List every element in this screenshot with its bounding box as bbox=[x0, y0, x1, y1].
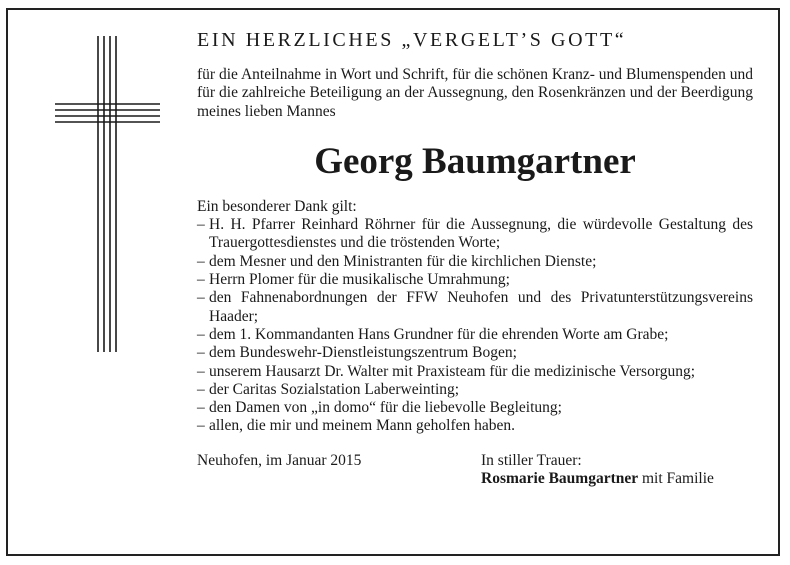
list-item: – den Fahnenabordnungen der FFW Neuhofen und des Privatunterstützungsvereins Haader; bbox=[197, 289, 753, 325]
intro-text: für die Anteilnahme in Wort und Schrift, für die schönen Kranz- und Blumenspenden und für die zahlreiche Beteiligung an der Aussegnung, den Rosenkränzen und der Beerdigung meines lieben Mannes bbox=[197, 66, 753, 120]
thanks-heading: Ein besonderer Dank gilt: bbox=[197, 197, 357, 215]
mourners-block bbox=[481, 452, 753, 489]
deceased-name: Georg Baumgartner bbox=[314, 140, 636, 182]
mourner-suffix: mit Familie bbox=[638, 470, 714, 488]
list-item: – dem Mesner und den Ministranten für die kirchlichen Dienste; bbox=[197, 252, 597, 270]
thanks-list bbox=[197, 216, 753, 436]
notice-footer bbox=[197, 452, 753, 489]
list-item: – allen, die mir und meinem Mann geholfen haben. bbox=[197, 417, 516, 435]
list-item: – Herrn Plomer für die musikalische Umrahmung; bbox=[197, 271, 510, 289]
list-item: – der Caritas Sozialstation Laberweinting; bbox=[197, 380, 460, 398]
notice-content bbox=[197, 28, 753, 488]
notice-heading: EIN HERZLICHES „VERGELT’S GOTT“ bbox=[197, 29, 627, 51]
list-item: – unserem Hausarzt Dr. Walter mit Praxisteam für die medizinische Versorgung; bbox=[197, 362, 696, 380]
cross-icon bbox=[0, 0, 190, 360]
place-date: Neuhofen, im Januar 2015 bbox=[197, 451, 362, 469]
list-item: – dem Bundeswehr-Dienstleistungszentrum Bogen; bbox=[197, 344, 517, 362]
list-item: – dem 1. Kommandanten Hans Grundner für die ehrenden Worte am Grabe; bbox=[197, 325, 669, 343]
list-item: – H. H. Pfarrer Reinhard Röhrner für die Aussegnung, die würdevolle Gestaltung des Trauergottesdienstes und die tröstenden Worte; bbox=[197, 216, 753, 252]
mourner-line bbox=[481, 470, 753, 488]
mourner-name: Rosmarie Baumgartner bbox=[481, 470, 639, 488]
mourning-label: In stiller Trauer: bbox=[481, 451, 582, 469]
list-item: – den Damen von „in domo“ für die liebevolle Begleitung; bbox=[197, 399, 562, 417]
